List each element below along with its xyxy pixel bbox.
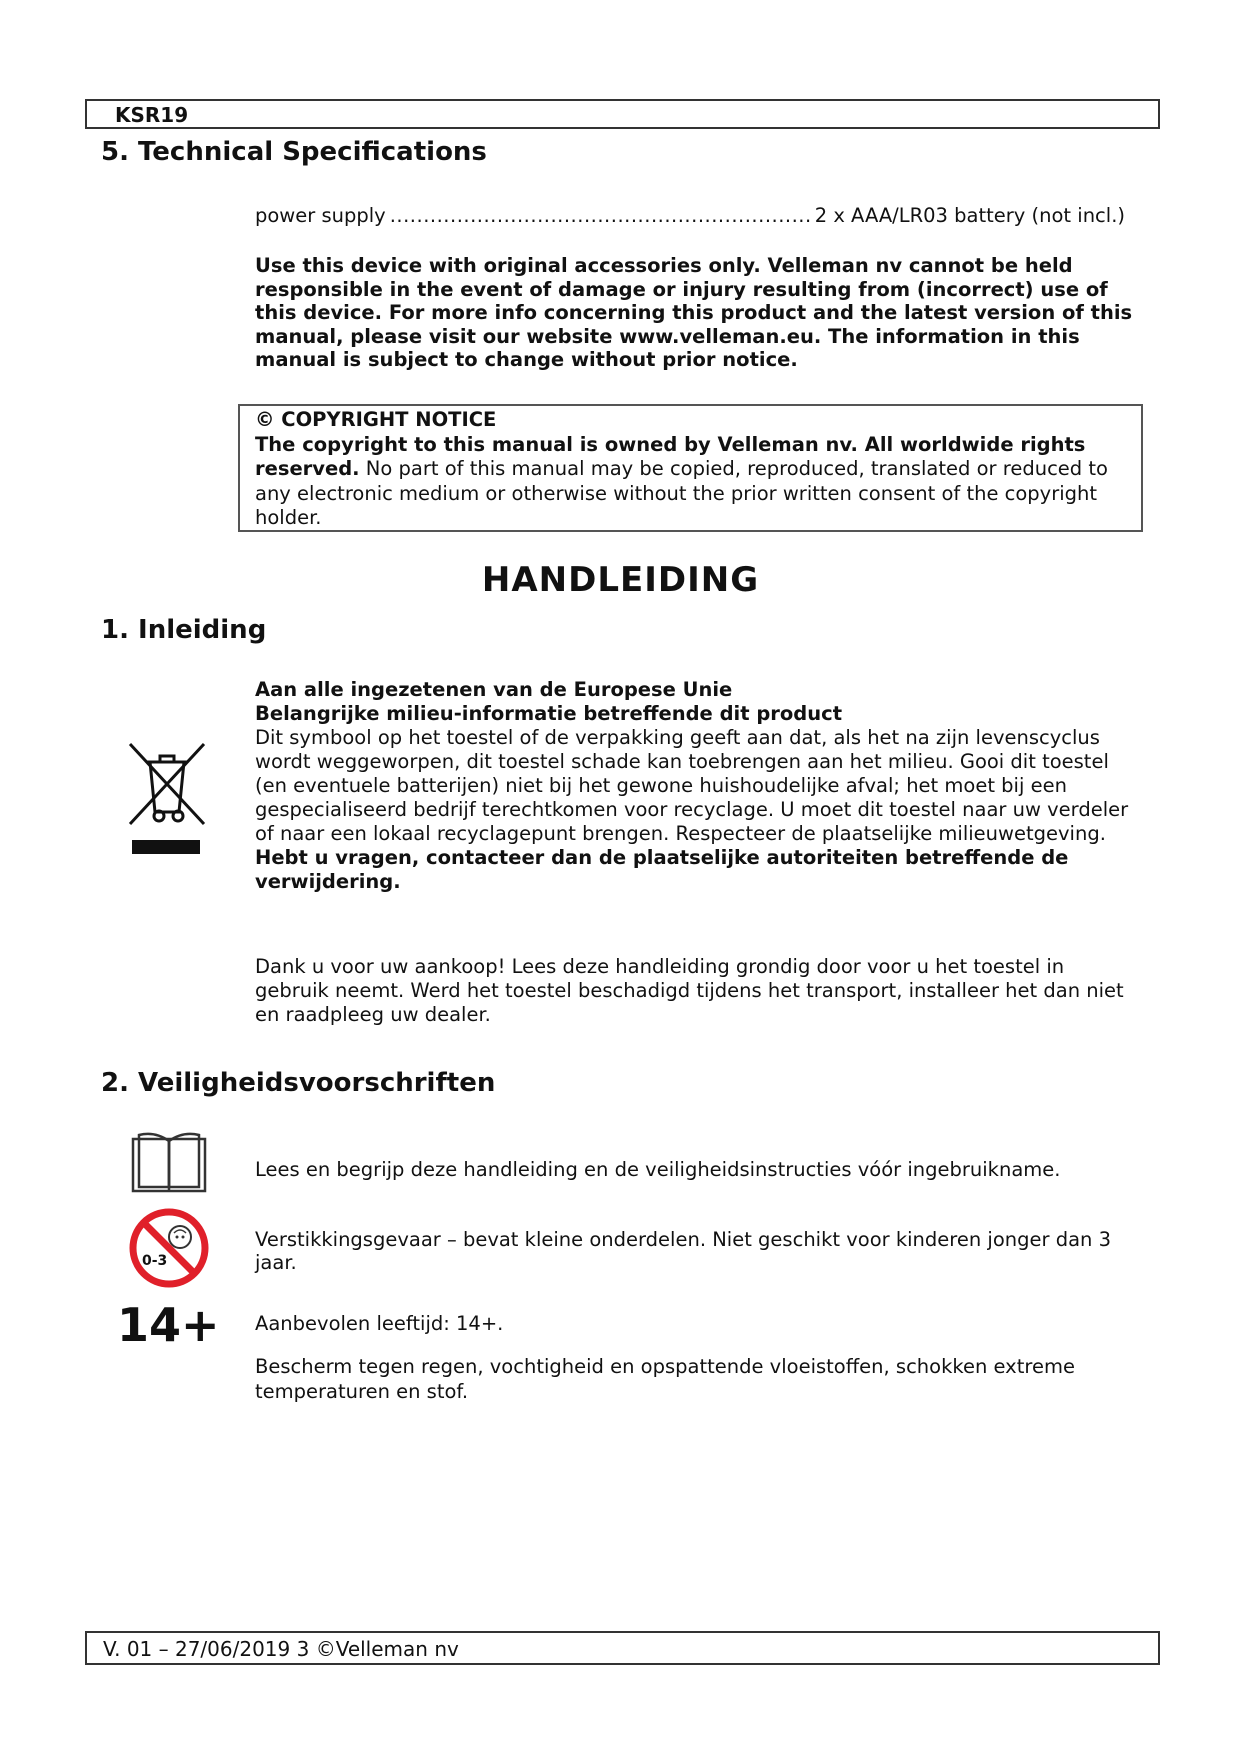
age-14-icon: 14+: [117, 1298, 220, 1352]
spec-power-supply: [255, 204, 1125, 227]
copyright-content: [255, 408, 1125, 531]
spec-label: power supply: [255, 204, 386, 227]
safety-read-manual: Lees en begrijp deze handleiding en de veiligheidsinstructies vóór ingebruikname.: [255, 1158, 1061, 1181]
header-box: [85, 99, 1160, 129]
intro-contact: Hebt u vragen, contacteer dan de plaatselijke autoriteiten betreffende de verwijdering.: [255, 846, 1069, 893]
intro-heading-env: Belangrijke milieu-informatie betreffende dit product: [255, 702, 843, 725]
section-title-specs: 5. Technical Specifications: [101, 137, 487, 167]
footer-text: V. 01 – 27/06/2019 3 ©Velleman nv: [103, 1637, 459, 1661]
intro-block: [255, 678, 1135, 894]
copyright-bold-text: The copyright to this manual is owned by Velleman nv. All worldwide rights reserved.: [255, 432, 1086, 480]
copyright-text: No part of this manual may be copied, reproduced, translated or reduced to any electronic medium or otherwise without the prior written consent of the copyright holder.: [255, 457, 1108, 529]
safety-protect: Bescherm tegen regen, vochtigheid en opspattende vloeistoffen, schokken extreme temperaturen en stof.: [255, 1355, 1075, 1403]
weee-bin-icon: [126, 740, 208, 858]
safety-age: Aanbevolen leeftijd: 14+.: [255, 1312, 504, 1335]
manual-book-icon: [131, 1131, 207, 1195]
spec-value: 2 x AAA/LR03 battery (not incl.): [814, 204, 1125, 227]
model-label: KSR19: [115, 103, 189, 127]
leader-dots: [390, 204, 811, 227]
section-title-intro: 1. Inleiding: [101, 615, 267, 645]
intro-heading-eu: Aan alle ingezetenen van de Europese Unie: [255, 678, 733, 701]
copyright-title: © COPYRIGHT NOTICE: [255, 408, 497, 431]
disclaimer-text: Use this device with original accessories only. Velleman nv cannot be held responsible in the event of damage or injury resulting from (incorrect) use of this device. For more info concerning this product and the latest version of this manual, please visit our website www.velleman.eu. The information in this manual is subject to change without prior notice.: [255, 254, 1133, 371]
choking-icon-label: 0-3: [142, 1253, 168, 1269]
choking-hazard-icon: [128, 1207, 210, 1289]
intro-thanks: Dank u voor uw aankoop! Lees deze handleiding grondig door voor u het toestel in gebruik neemt. Werd het toestel beschadigd tijdens het transport, installeer het dan niet en raadpleeg uw dealer.: [255, 955, 1124, 1026]
section-title-safety: 2. Veiligheidsvoorschriften: [101, 1068, 496, 1098]
safety-choking: Verstikkingsgevaar – bevat kleine onderdelen. Niet geschikt voor kinderen jonger dan 3 jaar.: [255, 1228, 1112, 1274]
intro-paragraph: Dit symbool op het toestel of de verpakking geeft aan dat, als het na zijn levenscyclus wordt weggeworpen, dit toestel schade kan toebrengen aan het milieu. Gooi dit toestel (en eventuele batterijen) niet bij het gewone huishoudelijke afval; het moet bij een gespecialiseerd bedrijf terechtkomen voor recyclage. U moet dit toestel naar uw verdeler of naar een lokaal recyclagepunt brengen. Respecteer de plaatselijke milieuwetgeving.: [255, 726, 1129, 845]
footer-box: [85, 1631, 1160, 1665]
copyright-box: [238, 404, 1143, 532]
manual-title: HANDLEIDING: [481, 560, 760, 600]
